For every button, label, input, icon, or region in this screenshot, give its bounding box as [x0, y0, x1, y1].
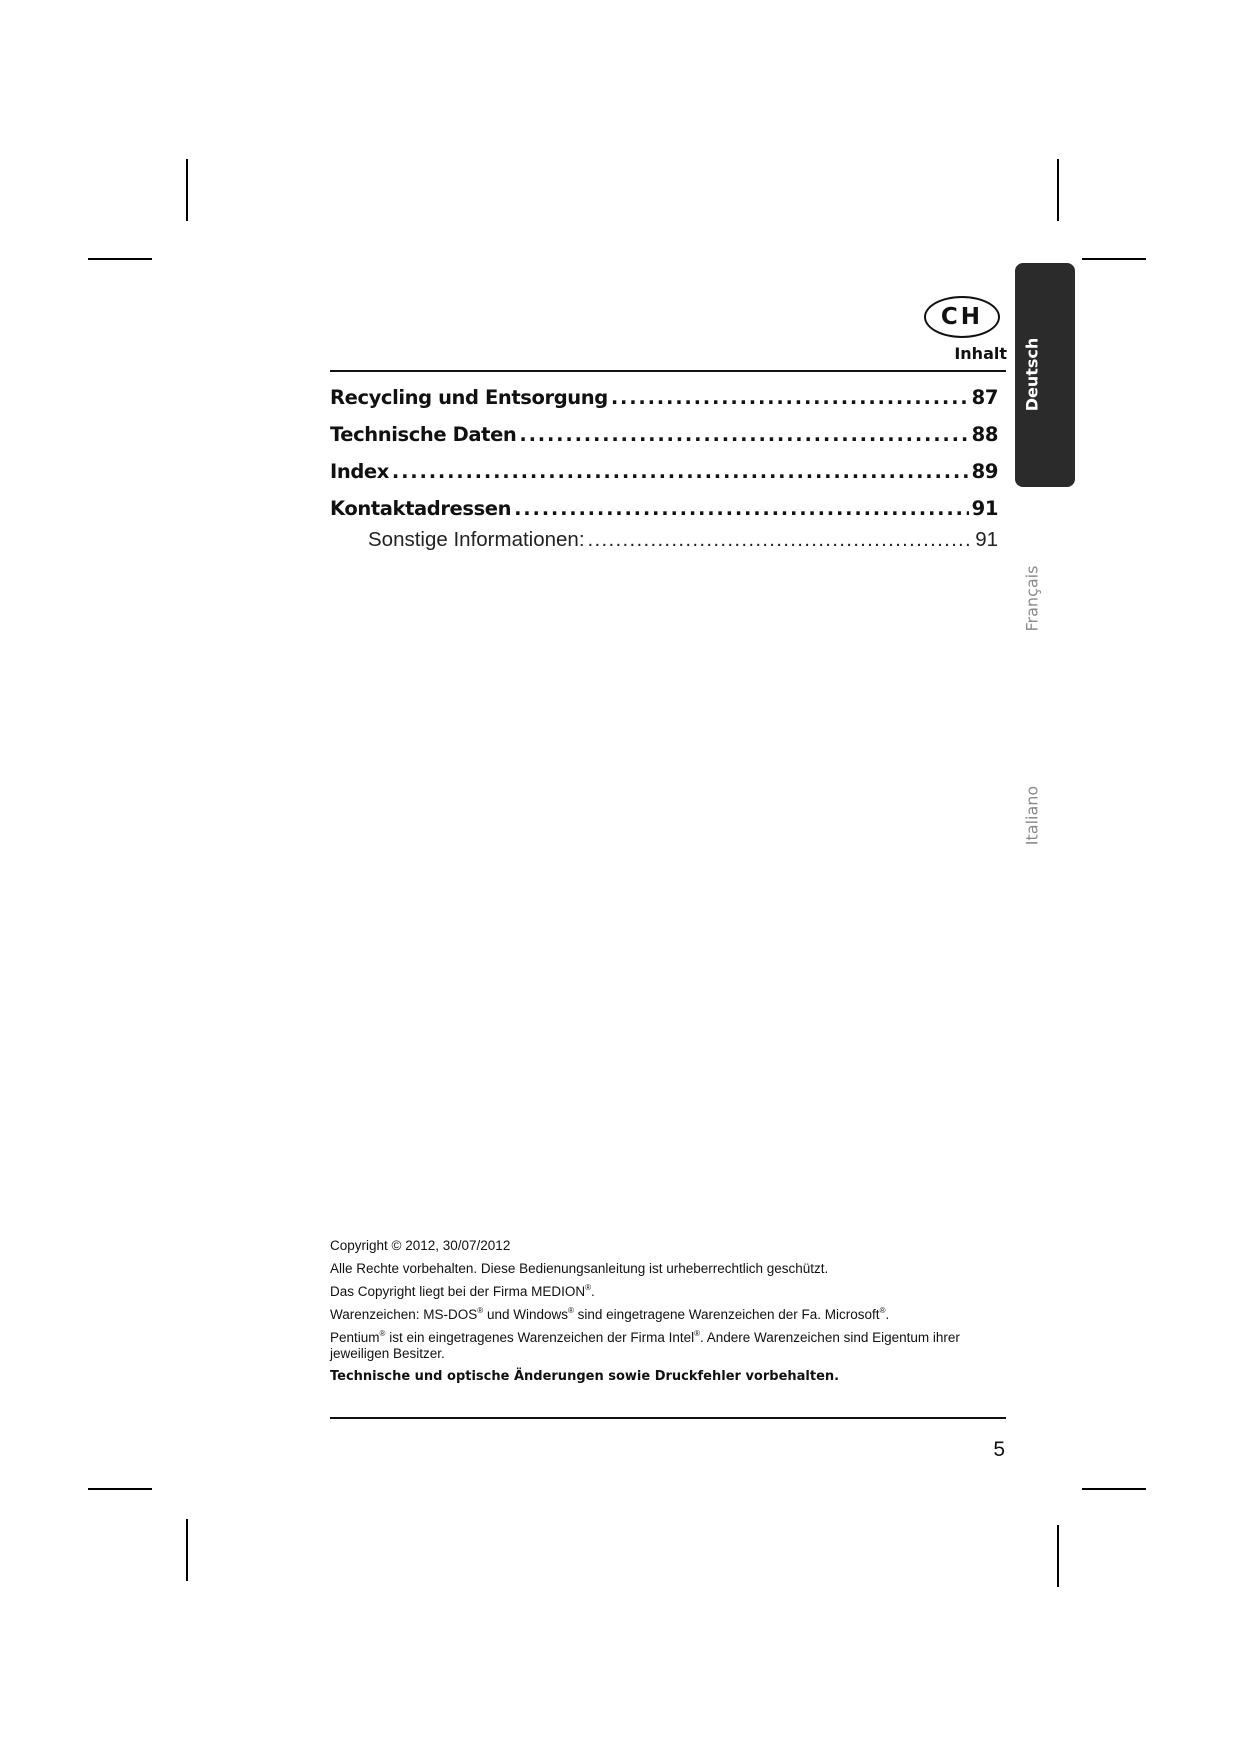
language-tab-italiano[interactable]: Italiano — [1022, 785, 1042, 846]
copyright-owner-text: Das Copyright liegt bei der Firma MEDION — [330, 1284, 586, 1299]
crop-mark — [1082, 1488, 1146, 1490]
crop-mark — [88, 258, 152, 260]
toc-entry-page: 91 — [971, 497, 998, 520]
registered-mark: ® — [568, 1306, 574, 1315]
toc-entry-title: Kontaktadressen — [330, 497, 512, 520]
toc-leader-dots — [588, 528, 973, 552]
footer-rule — [330, 1417, 1006, 1419]
registered-mark: ® — [694, 1329, 700, 1338]
language-tab-francais[interactable]: Français — [1022, 565, 1042, 632]
toc-entry[interactable] — [330, 460, 998, 497]
trademarks-text-1: Warenzeichen: MS-DOS — [330, 1307, 478, 1322]
toc-entry-title: Technische Daten — [330, 423, 517, 446]
crop-mark — [186, 159, 188, 221]
toc-leader-dots — [514, 497, 969, 520]
toc-leader-dots — [519, 423, 968, 446]
crop-mark — [1057, 1525, 1059, 1587]
pentium-line — [330, 1330, 1010, 1362]
pentium-text-2: ist ein eingetragenes Warenzeichen der Firma Intel — [385, 1330, 695, 1345]
toc-entry[interactable] — [330, 423, 998, 460]
section-label: Inhalt — [954, 344, 1007, 363]
copyright-line: Copyright © 2012, 30/07/2012 — [330, 1238, 511, 1253]
pentium-text-3: . Andere Warenzeichen sind Eigentum ihrer jeweiligen Besitzer. — [330, 1330, 960, 1361]
disclaimer-line: Technische und optische Änderungen sowie Druckfehler vorbehalten. — [330, 1369, 840, 1384]
registered-mark: ® — [477, 1306, 484, 1315]
pentium-text-1: Pentium — [330, 1330, 380, 1345]
header-rule — [330, 370, 1006, 372]
page-number: 5 — [993, 1438, 1005, 1461]
crop-mark — [186, 1519, 188, 1581]
region-badge — [924, 296, 1000, 338]
trademarks-text-2: und Windows — [483, 1307, 568, 1322]
trademarks-line: Warenzeichen: MS-DOS® und Windows® sind eingetragene Warenzeichen der Fa. Microsoft®. — [330, 1306, 890, 1322]
toc-leader-dots — [611, 386, 969, 409]
registered-mark: ® — [379, 1329, 386, 1338]
crop-mark — [1057, 159, 1059, 221]
toc-leader-dots — [392, 460, 969, 483]
rights-line: Alle Rechte vorbehalten. Diese Bedienungsanleitung ist urheberrechtlich geschützt. — [330, 1261, 829, 1276]
registered-mark: ® — [585, 1283, 591, 1292]
toc-sub-entry-page: 91 — [975, 528, 998, 551]
toc-sub-entry[interactable] — [330, 528, 998, 558]
crop-mark — [1082, 258, 1146, 260]
toc-sub-entry-title: Sonstige Informationen: — [368, 528, 585, 551]
registered-mark: ® — [879, 1306, 886, 1315]
toc-entry-page: 87 — [971, 386, 998, 409]
copyright-owner-line: Das Copyright liegt bei der Firma MEDION®. — [330, 1283, 595, 1299]
language-tab-deutsch[interactable]: Deutsch — [1022, 337, 1042, 412]
trademarks-text-3: sind eingetragene Warenzeichen der Fa. Microsoft — [573, 1307, 880, 1322]
toc-entry-page: 88 — [971, 423, 998, 446]
table-of-contents — [330, 386, 998, 558]
toc-entry-title: Index — [330, 460, 389, 483]
toc-entry-title: Recycling und Entsorgung — [330, 386, 608, 409]
region-badge-text: CH — [940, 304, 984, 330]
toc-entry[interactable] — [330, 386, 998, 423]
crop-mark — [88, 1488, 152, 1490]
toc-entry-page: 89 — [971, 460, 998, 483]
copyright-block — [330, 1238, 1010, 1392]
